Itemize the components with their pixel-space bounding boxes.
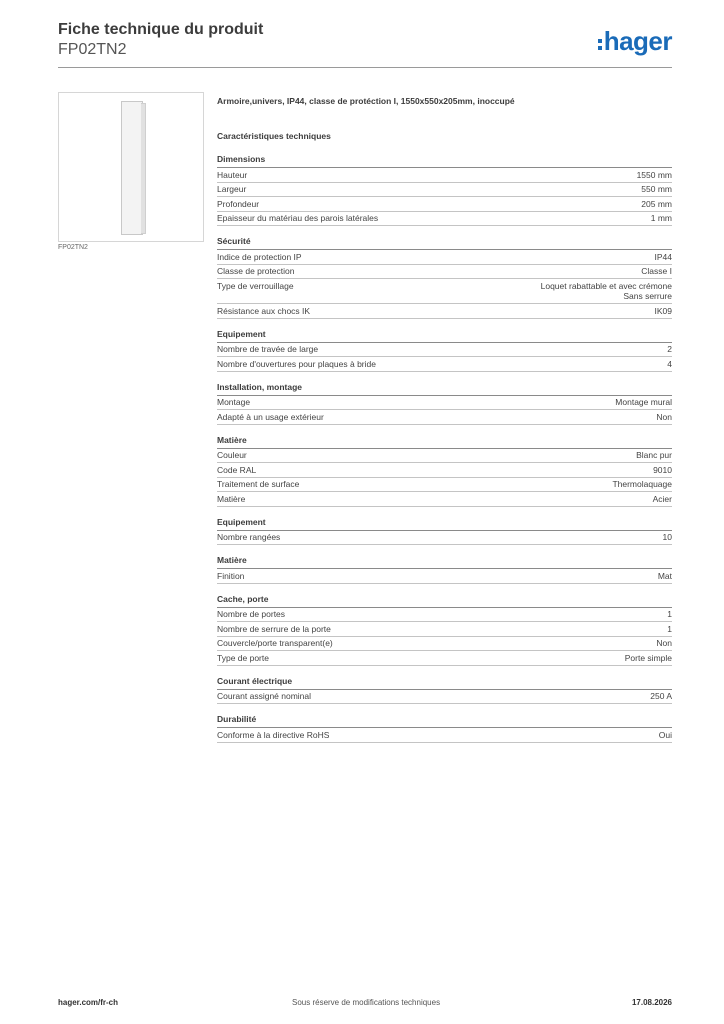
spec-value bbox=[641, 266, 672, 277]
spec-label: Résistance aux chocs IK bbox=[217, 305, 311, 316]
spec-group bbox=[217, 382, 672, 425]
spec-group bbox=[217, 435, 672, 507]
spec-row bbox=[217, 531, 672, 546]
spec-row bbox=[217, 492, 672, 507]
spec-label: Type de verrouillage bbox=[217, 280, 294, 291]
spec-label: Classe de protection bbox=[217, 266, 295, 276]
spec-group-title: Matière bbox=[217, 555, 672, 569]
spec-value-line: 205 mm bbox=[641, 198, 672, 209]
spec-value bbox=[641, 199, 672, 210]
spec-row bbox=[217, 304, 672, 319]
spec-row bbox=[217, 608, 672, 623]
product-description: Armoire,univers, IP44, classe de protéction I, 1550x550x205mm, inoccupé bbox=[217, 96, 515, 106]
spec-label: Courant assigné nominal bbox=[217, 691, 312, 701]
footer-website: hager.com/fr-ch bbox=[58, 998, 119, 1007]
footer-date: 17.08.2026 bbox=[631, 998, 672, 1007]
spec-value bbox=[653, 465, 672, 476]
spec-value bbox=[641, 184, 672, 195]
spec-value bbox=[656, 412, 672, 423]
spec-value bbox=[663, 532, 672, 543]
spec-row bbox=[217, 622, 672, 637]
spec-value-line: Non bbox=[656, 638, 672, 648]
spec-value-line: 2 bbox=[667, 344, 672, 354]
document-header bbox=[58, 20, 263, 60]
spec-row bbox=[217, 396, 672, 411]
spec-row bbox=[217, 569, 672, 584]
spec-row bbox=[217, 197, 672, 212]
spec-value-line: IK09 bbox=[654, 305, 672, 316]
spec-label: Largeur bbox=[217, 184, 247, 194]
spec-value-line: 550 mm bbox=[641, 184, 672, 194]
spec-label: Nombre d'ouvertures pour plaques à bride bbox=[217, 358, 376, 369]
spec-group-title: Durabilité bbox=[217, 714, 672, 728]
spec-label: Epaisseur du matériau des parois latérales bbox=[217, 213, 379, 223]
spec-value bbox=[541, 281, 672, 302]
spec-row bbox=[217, 478, 672, 493]
spec-value-line: 250 A bbox=[650, 691, 672, 701]
spec-row bbox=[217, 410, 672, 425]
spec-row bbox=[217, 168, 672, 183]
spec-value-line: Thermolaquage bbox=[612, 479, 672, 489]
spec-label: Nombre de travée de large bbox=[217, 344, 319, 354]
spec-value-line: Porte simple bbox=[624, 652, 672, 663]
footer-note: Sous réserve de modifications techniques bbox=[292, 998, 441, 1007]
spec-group-title: Equipement bbox=[217, 517, 672, 531]
spec-label: Couvercle/porte transparent(e) bbox=[217, 638, 333, 648]
spec-label: Nombre de portes bbox=[217, 609, 286, 619]
spec-group-title: Courant électrique bbox=[217, 676, 672, 690]
spec-group-title: Sécurité bbox=[217, 236, 672, 250]
spec-group bbox=[217, 329, 672, 372]
spec-row bbox=[217, 690, 672, 705]
cabinet-front-icon bbox=[121, 101, 143, 235]
spec-row bbox=[217, 279, 672, 304]
spec-value bbox=[637, 170, 672, 181]
spec-label: Hauteur bbox=[217, 169, 248, 180]
spec-row bbox=[217, 463, 672, 478]
logo-dots-icon bbox=[598, 39, 602, 50]
spec-value bbox=[658, 571, 672, 582]
spec-label: Nombre rangées bbox=[217, 532, 281, 542]
spec-value-line: Montage mural bbox=[615, 397, 672, 407]
spec-value bbox=[655, 252, 673, 263]
spec-label: Type de porte bbox=[217, 652, 269, 663]
spec-value-line: 10 bbox=[662, 532, 672, 542]
logo-text: hager bbox=[603, 26, 672, 56]
spec-value bbox=[659, 730, 672, 741]
spec-row bbox=[217, 637, 672, 652]
spec-value bbox=[650, 691, 672, 702]
product-reference: FP02TN2 bbox=[58, 41, 127, 58]
spec-value bbox=[651, 213, 672, 224]
spec-row bbox=[217, 728, 672, 743]
spec-group bbox=[217, 594, 672, 666]
spec-row bbox=[217, 449, 672, 464]
spec-value bbox=[667, 624, 672, 635]
spec-row bbox=[217, 343, 672, 358]
spec-label: Couleur bbox=[217, 450, 247, 460]
spec-group-title: Matière bbox=[217, 435, 672, 449]
spec-label: Traitement de surface bbox=[217, 479, 300, 489]
spec-value-line: 1 bbox=[667, 623, 672, 634]
spec-label: Matière bbox=[217, 493, 246, 504]
spec-groups bbox=[217, 154, 672, 743]
spec-group-title: Equipement bbox=[217, 329, 672, 343]
spec-group-title: Installation, montage bbox=[217, 382, 672, 396]
spec-label: Nombre de serrure de la porte bbox=[217, 623, 331, 634]
spec-group-title: Cache, porte bbox=[217, 594, 672, 608]
spec-value-line: Classe I bbox=[641, 266, 672, 276]
spec-value-line: Non bbox=[656, 411, 672, 422]
document-title: Fiche technique du produit bbox=[58, 21, 264, 38]
spec-value bbox=[653, 494, 672, 505]
spec-label: Code RAL bbox=[217, 464, 257, 475]
spec-value bbox=[655, 306, 673, 317]
spec-value bbox=[636, 450, 672, 461]
spec-row bbox=[217, 250, 672, 265]
spec-label: Profondeur bbox=[217, 198, 260, 209]
spec-value-line: 9010 bbox=[653, 464, 672, 475]
spec-group bbox=[217, 517, 672, 546]
spec-value-line: 1550 mm bbox=[636, 169, 672, 180]
spec-group bbox=[217, 555, 672, 584]
spec-label: Indice de protection IP bbox=[217, 251, 302, 262]
cabinet-side-icon bbox=[141, 103, 146, 234]
spec-label: Adapté à un usage extérieur bbox=[217, 411, 324, 422]
spec-label: Montage bbox=[217, 397, 251, 407]
hager-logo bbox=[598, 27, 672, 55]
spec-label: Conforme à la directive RoHS bbox=[217, 729, 330, 740]
spec-row bbox=[217, 651, 672, 666]
image-caption: FP02TN2 bbox=[58, 244, 88, 251]
spec-value-line: 1 bbox=[667, 609, 672, 619]
spec-value bbox=[667, 344, 672, 355]
spec-value bbox=[612, 479, 672, 490]
spec-value bbox=[656, 638, 672, 649]
product-image bbox=[58, 92, 204, 242]
spec-group bbox=[217, 236, 672, 319]
spec-value bbox=[625, 653, 672, 664]
spec-value-line: Sans serrure bbox=[623, 291, 672, 301]
spec-value bbox=[667, 359, 672, 370]
spec-value bbox=[615, 397, 672, 408]
spec-value-line: IP44 bbox=[654, 251, 672, 262]
spec-value-line: Oui bbox=[658, 729, 672, 740]
spec-row bbox=[217, 357, 672, 372]
spec-row bbox=[217, 183, 672, 198]
spec-value-line: 4 bbox=[667, 358, 672, 369]
spec-group-title: Dimensions bbox=[217, 154, 672, 168]
header-divider bbox=[58, 67, 672, 68]
spec-value-line: Blanc pur bbox=[636, 450, 672, 460]
spec-value-line: Mat bbox=[657, 570, 672, 581]
spec-value-line: Acier bbox=[652, 493, 672, 504]
spec-row bbox=[217, 265, 672, 280]
specifications-panel bbox=[217, 96, 672, 743]
spec-group bbox=[217, 714, 672, 743]
spec-row bbox=[217, 212, 672, 227]
section-title: Caractéristiques techniques bbox=[217, 131, 331, 141]
spec-value-line: 1 mm bbox=[650, 213, 672, 223]
spec-value bbox=[667, 609, 672, 620]
spec-group bbox=[217, 154, 672, 226]
spec-group bbox=[217, 676, 672, 705]
spec-value-line: Loquet rabattable et avec crémone bbox=[540, 280, 672, 291]
spec-label: Finition bbox=[217, 570, 245, 581]
